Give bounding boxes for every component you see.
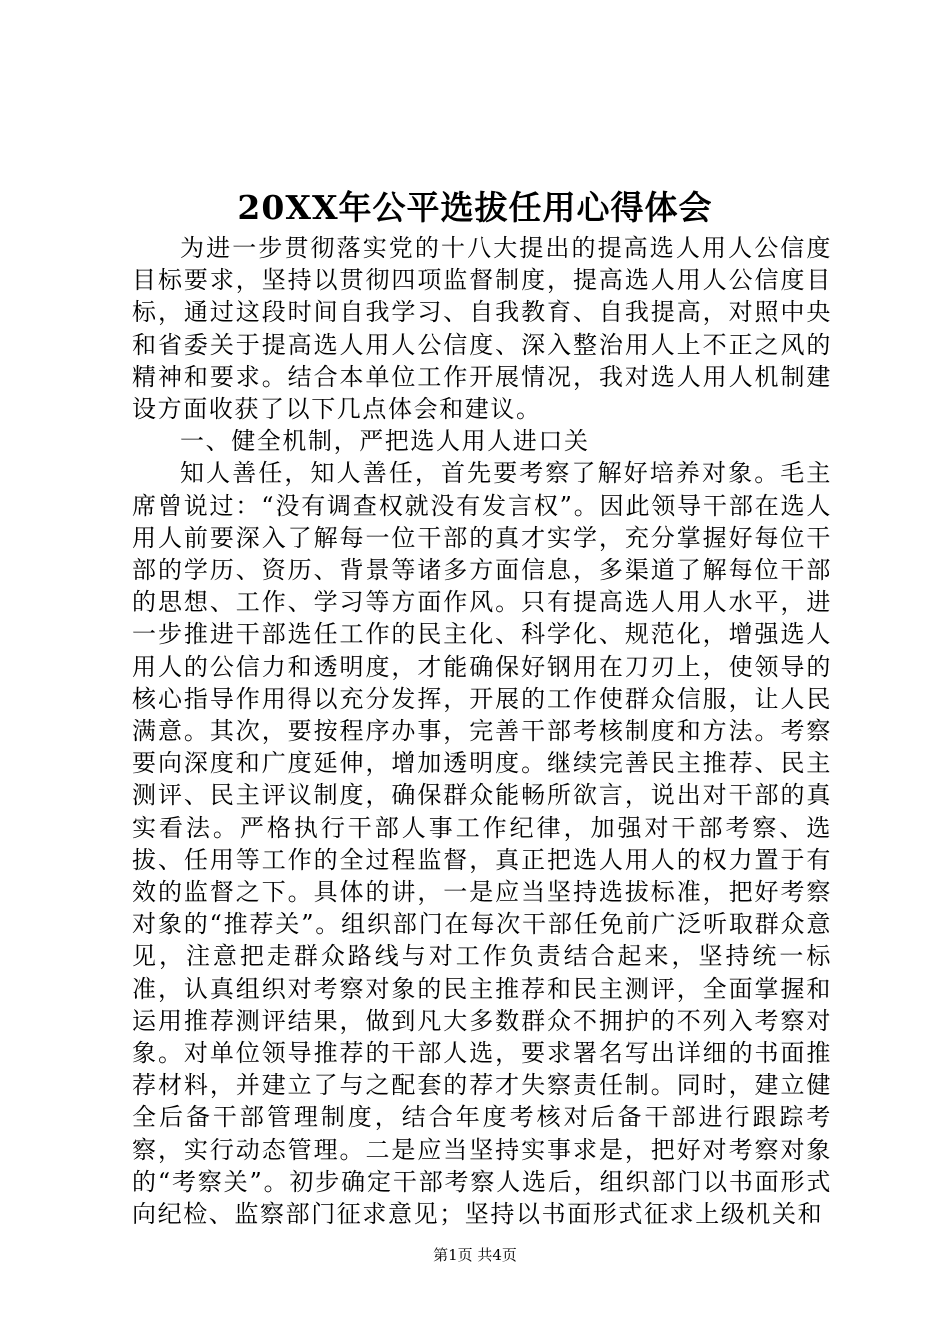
document-body [132,232,832,1230]
paragraph-section-1: 知人善任，知人善任，首先要考察了解好培养对象。毛主席曾说过：“没有调查权就没有发言权”。因此领导干部在选人用人前要深入了解每一位干部的真才实学，充分掌握好每位干部的学历、资历、背景等诸多方面信息，多渠道了解每位干部的思想、工作、学习等方面作风。只有提高选人用人水平，进一步推进干部选任工作的民主化、科学化、规范化，增强选人用人的公信力和透明度，才能确保好钢用在刀刃上，使领导的核心指导作用得以充分发挥，开展的工作使群众信服，让人民满意。其次，要按程序办事，完善干部考核制度和方法。考察要向深度和广度延伸，增加透明度。继续完善民主推荐、民主测评、民主评议制度，确保群众能畅所欲言，说出对干部的真实看法。严格执行干部人事工作纪律，加强对干部考察、选拔、任用等工作的全过程监督，真正把选人用人的权力置于有效的监督之下。具体的讲，一是应当坚持选拔标准，把好考察对象的“推荐关”。组织部门在每次干部任免前广泛听取群众意见，注意把走群众路线与对工作负责结合起来，坚持统一标准，认真组织对考察对象的民主推荐和民主测评，全面掌握和运用推荐测评结果，做到凡大多数群众不拥护的不列入考察对象。对单位领导推荐的干部人选，要求署名写出详细的书面推荐材料，并建立了与之配套的荐才失察责任制。同时，建立健全后备干部管理制度，结合年度考核对后备干部进行跟踪考察，实行动态管理。二是应当坚持实事求是，把好对考察对象的“考察关”。初步确定干部考察人选后，组织部门以书面形式向纪检、监察部门征求意见；坚持以书面形式征求上级机关和 [132,459,832,1229]
section-heading: 一、健全机制，严把选人用人进口关 [180,427,590,456]
document-title: 20XX年公平选拔任用心得体会 [237,188,713,227]
page-footer: 第1页 共4页 [433,1246,517,1264]
paragraph-intro: 为进一步贯彻落实党的十八大提出的提高选人用人公信度目标要求，坚持以贯彻四项监督制度，提高选人用人公信度目标，通过这段时间自我学习、自我教育、自我提高，对照中央和省委关于提高选人用人公信度、深入整治用人上不正之风的精神和要求。结合本单位工作开展情况，我对选人用人机制建设方面收获了以下几点体会和建议。 [132,234,832,424]
